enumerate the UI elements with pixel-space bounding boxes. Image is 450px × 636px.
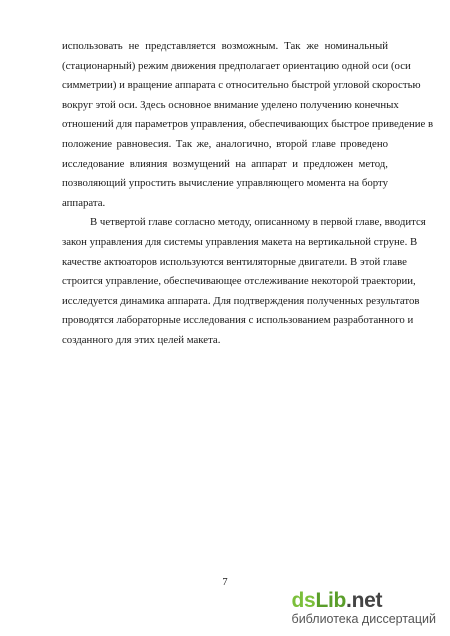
watermark-brand [292, 590, 436, 612]
page-number: 7 [222, 577, 228, 588]
watermark-ds: ds [291, 589, 316, 612]
paragraph-2 [62, 213, 426, 350]
text-line: вокруг этой оси. Здесь основное внимание уделено получению конечных [62, 98, 399, 111]
text-line: отношений для параметров управления, обеспечивающих быстрое приведение в [62, 118, 434, 131]
text-line: позволяющий упростить вычисление управляющего момента на борту [62, 177, 388, 190]
text-line: (стационарный) режим движения предполагает ориентацию одной оси (оси [62, 59, 411, 72]
watermark-tagline: библиотека диссертаций [291, 612, 436, 626]
text-line: симметрии) и вращение аппарата с относительно быстрой угловой скоростью [62, 79, 421, 92]
watermark-lib: Lib [315, 589, 347, 612]
paragraph-1 [62, 37, 434, 213]
text-line: качестве актюаторов используются вентиляторные двигатели. В этой главе [62, 255, 407, 268]
text-line: строится управление, обеспечивающее отслеживание некоторой траектории, [62, 275, 416, 288]
watermark-net: .net [346, 589, 383, 612]
text-line: созданного для этих целей макета. [62, 333, 221, 346]
text-line: проводятся лабораторные исследования с использованием разработанного и [62, 314, 414, 327]
watermark-logo[interactable] [292, 590, 436, 626]
text-line: закон управления для системы управления макета на вертикальной струне. В [62, 235, 418, 248]
text-line: исследование влияния возмущений на аппарат и предложен метод, [62, 157, 388, 170]
text-line: исследуется динамика аппарата. Для подтверждения полученных результатов [62, 294, 420, 307]
text-line: положение равновесия. Так же, аналогично, второй главе проведено [62, 137, 388, 150]
text-line: аппарата. [62, 196, 106, 209]
document-body [62, 37, 434, 351]
text-line: В четвертой главе согласно методу, описанному в первой главе, вводится [90, 216, 426, 229]
text-line: использовать не представляется возможным. Так же номинальный [62, 40, 388, 52]
